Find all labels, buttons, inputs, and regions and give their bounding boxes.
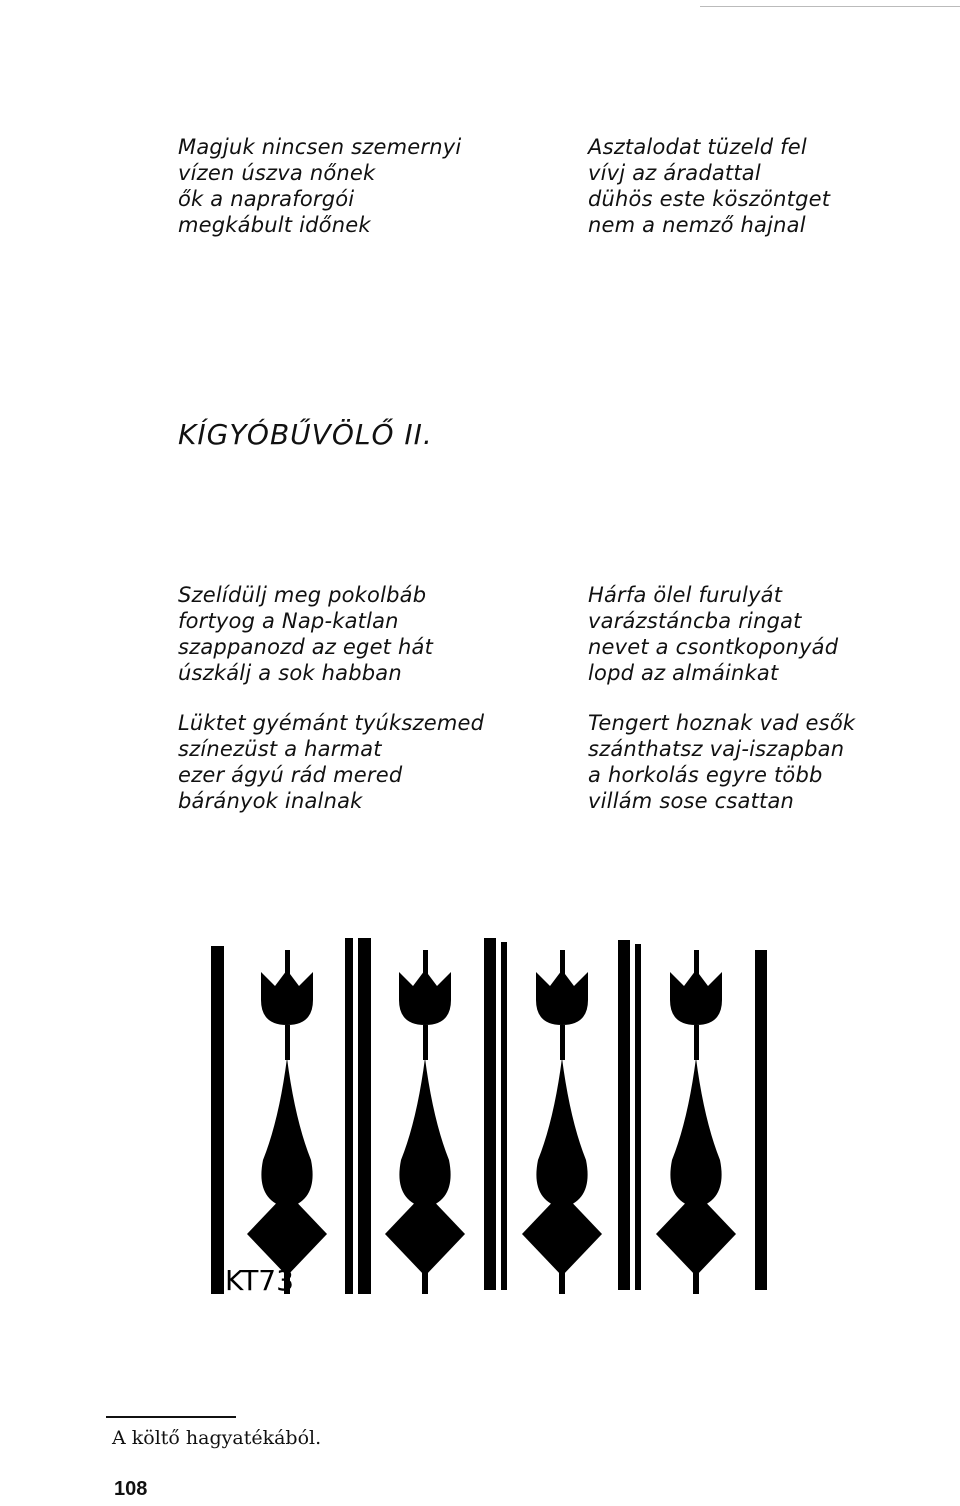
poem-line: Hárfa ölel furulyát xyxy=(588,583,783,607)
woodcut-illustration xyxy=(205,930,775,1315)
footnote-rule xyxy=(106,1416,236,1418)
poem-line: bárányok inalnak xyxy=(178,789,363,813)
poem-line: nem a nemző hajnal xyxy=(588,213,806,237)
poem-line: nevet a csontkoponyád xyxy=(588,635,839,659)
artist-signature: KT73 xyxy=(225,1264,294,1297)
poem-line: fortyog a Nap-katlan xyxy=(178,609,399,633)
stanza-mid-left-2 xyxy=(178,710,484,814)
poem-line: Magjuk nincsen szemernyi xyxy=(178,135,462,159)
poem-line: vízen úszva nőnek xyxy=(178,161,376,185)
page-number: 108 xyxy=(114,1478,148,1500)
poem-line: vívj az áradattal xyxy=(588,161,761,185)
poem-line: ők a napraforgói xyxy=(178,187,355,211)
tulip-motif xyxy=(522,950,602,1294)
poem-line: varázstáncba ringat xyxy=(588,609,802,633)
poem-line: Tengert hoznak vad esők xyxy=(588,711,856,735)
bar xyxy=(618,940,630,1290)
top-edge-rule xyxy=(700,6,960,7)
stanza-mid-left-1 xyxy=(178,582,433,686)
tulip-motif xyxy=(656,950,736,1294)
poem-line: Szelídülj meg pokolbáb xyxy=(178,583,427,607)
bar xyxy=(635,944,641,1290)
poem-title: KÍGYÓBŰVÖLŐ II. xyxy=(178,418,433,451)
poem-line: szappanozd az eget hát xyxy=(178,635,434,659)
bar xyxy=(345,938,353,1294)
stanza-mid-right-1 xyxy=(588,582,838,686)
poem-line: úszkálj a sok habban xyxy=(178,661,402,685)
bar xyxy=(501,942,507,1290)
poem-line: Lüktet gyémánt tyúkszemed xyxy=(178,711,485,735)
stanza-top-right xyxy=(588,134,830,238)
bar xyxy=(755,950,767,1290)
poem-line: lopd az almáinkat xyxy=(588,661,779,685)
poem-line: Asztalodat tüzeld fel xyxy=(588,135,807,159)
poem-line: színezüst a harmat xyxy=(178,737,382,761)
poem-line: szánthatsz vaj-iszapban xyxy=(588,737,845,761)
poem-line: megkábult időnek xyxy=(178,213,371,237)
stanza-top-left xyxy=(178,134,461,238)
poem-line: a horkolás egyre több xyxy=(588,763,823,787)
stanza-mid-right-2 xyxy=(588,710,855,814)
poem-line: dühös este köszöntget xyxy=(588,187,831,211)
bar xyxy=(358,938,371,1294)
poem-line: ezer ágyú rád mered xyxy=(178,763,403,787)
tulip-motif xyxy=(247,950,327,1294)
bar xyxy=(211,946,224,1294)
tulip-motif xyxy=(385,950,465,1294)
bar xyxy=(484,938,496,1290)
footnote: A költő hagyatékából. xyxy=(112,1427,322,1449)
poem-line: villám sose csattan xyxy=(588,789,795,813)
